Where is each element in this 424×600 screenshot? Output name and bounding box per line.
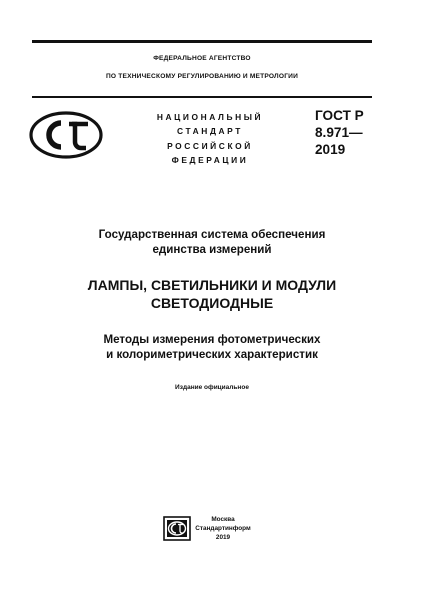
series-title-line: единства измерений [152, 242, 272, 256]
subtitle-line: и колориметрических характеристик [106, 347, 318, 361]
standard-type-line: СТАНДАРТ [177, 126, 243, 137]
publisher-year: 2019 [215, 534, 231, 541]
top-rule [32, 40, 372, 43]
gost-r-logo-icon [28, 110, 104, 160]
standard-type-line: РОССИЙСКОЙ [167, 140, 253, 151]
series-title-line: Государственная система обеспечения [98, 228, 326, 241]
publisher-name: Стандартинформ [195, 525, 251, 532]
main-title-line: СВЕТОДИОДНЫЕ [150, 295, 274, 311]
standard-type-line: НАЦИОНАЛЬНЫЙ [156, 112, 264, 122]
designation-line: 2019 [315, 142, 346, 157]
subtitle [32, 333, 392, 362]
publisher-city: Москва [211, 516, 235, 523]
designation-line: 8.971— [315, 125, 363, 140]
agency-line-1: ФЕДЕРАЛЬНОЕ АГЕНТСТВО [153, 55, 251, 62]
designation-line: ГОСТ Р [315, 108, 364, 123]
main-title [32, 276, 392, 312]
standard-designation [315, 107, 395, 158]
standard-type-block [145, 110, 275, 168]
main-title-line: ЛАМПЫ, СВЕТИЛЬНИКИ И МОДУЛИ [87, 277, 337, 293]
standartinform-logo-icon [163, 516, 191, 541]
middle-rule [32, 96, 372, 98]
standard-type-line: ФЕДЕРАЦИИ [171, 155, 249, 166]
publisher-block [190, 515, 256, 542]
edition-label: Издание официальное [175, 384, 249, 391]
agency-line-2: ПО ТЕХНИЧЕСКОМУ РЕГУЛИРОВАНИЮ И МЕТРОЛОГИИ [105, 73, 299, 80]
series-title [32, 228, 392, 257]
subtitle-line: Методы измерения фотометрических [103, 333, 321, 346]
